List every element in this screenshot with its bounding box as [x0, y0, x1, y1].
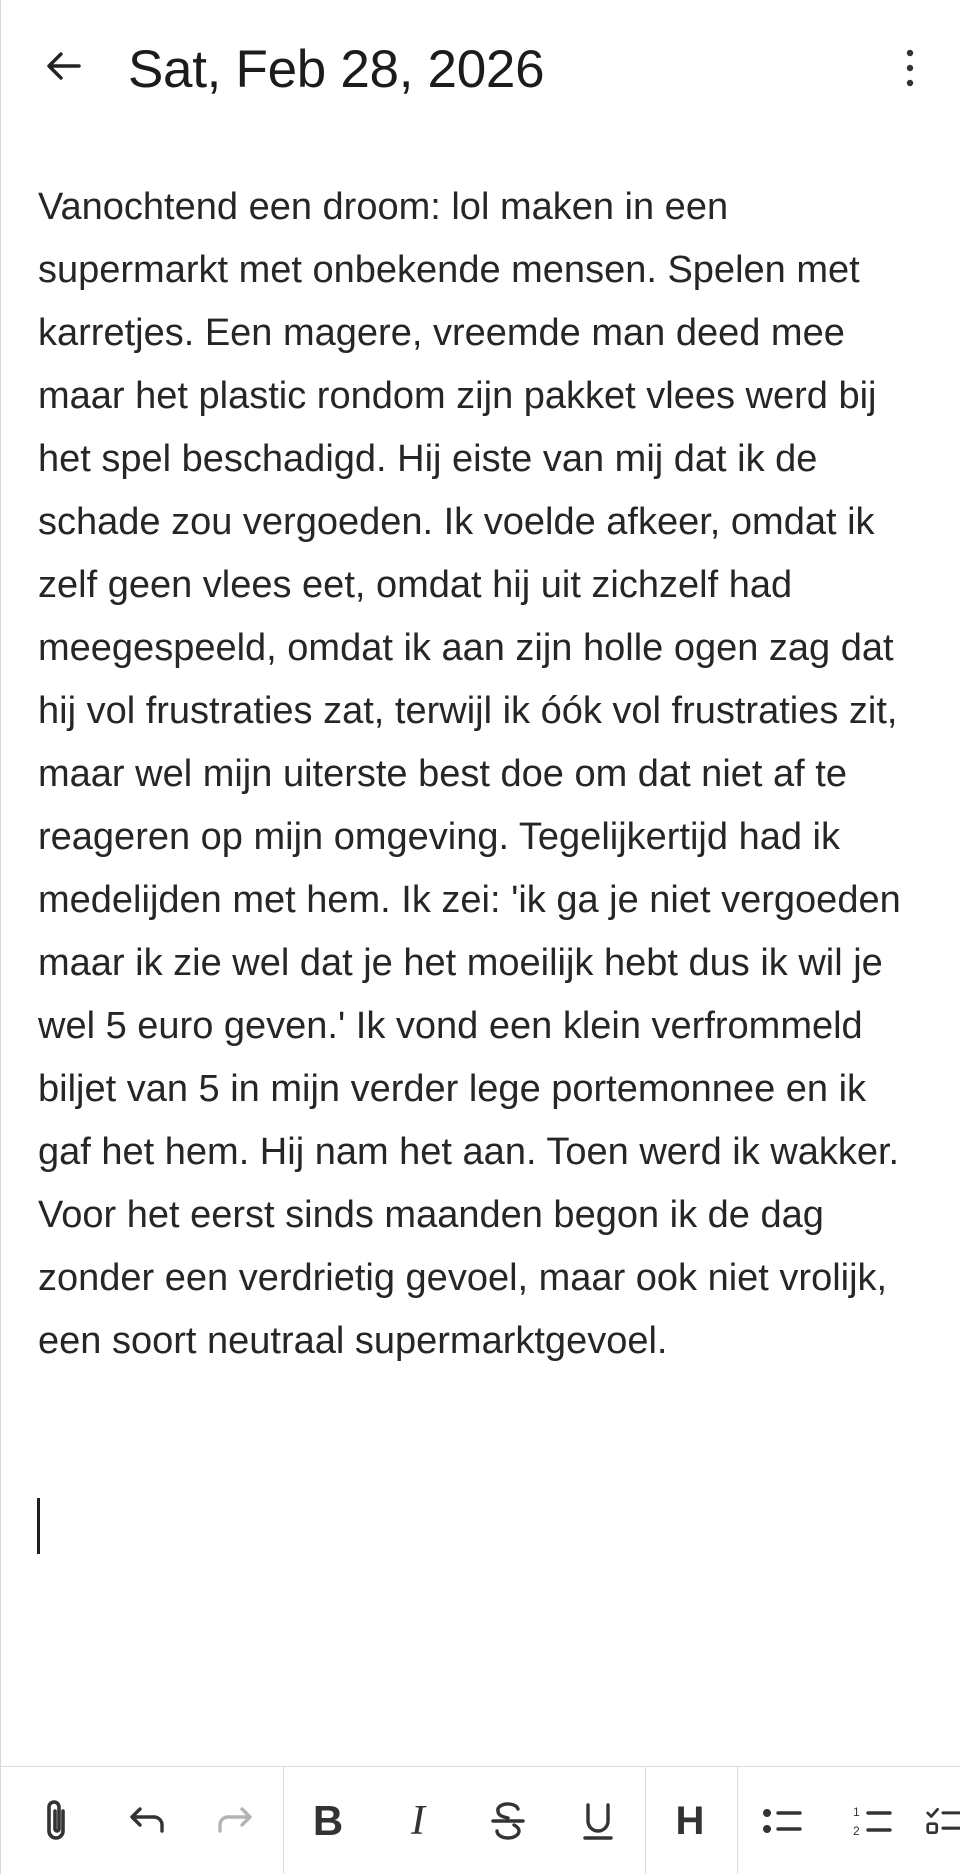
toolbar-divider	[283, 1767, 284, 1874]
underline-button[interactable]	[561, 1767, 635, 1874]
undo-button[interactable]	[109, 1767, 183, 1874]
formatting-toolbar	[1, 1766, 960, 1874]
paperclip-icon	[40, 1797, 72, 1845]
strikethrough-button[interactable]	[471, 1767, 545, 1874]
attach-button[interactable]	[19, 1767, 93, 1874]
underline-icon	[581, 1801, 615, 1841]
strikethrough-icon	[490, 1801, 526, 1841]
heading-button[interactable]	[653, 1767, 727, 1874]
svg-text:2: 2	[853, 1824, 860, 1838]
toolbar-divider	[737, 1767, 738, 1874]
heading-icon: H	[675, 1798, 705, 1843]
numbered-list-icon	[852, 1804, 892, 1838]
bold-icon: B	[312, 1797, 344, 1844]
back-button[interactable]	[35, 38, 91, 94]
redo-button[interactable]	[199, 1767, 273, 1874]
italic-icon: I	[411, 1798, 425, 1844]
undo-icon	[126, 1805, 166, 1837]
note-body-editor[interactable]	[38, 176, 923, 1373]
italic-button[interactable]	[381, 1767, 455, 1874]
note-body-text: Vanochtend een droom: lol maken in een supermarkt met onbekende mensen. Spelen met karretjes. Een magere, vreemde man deed mee maar het plastic rondom zijn pakket vlees werd bij het spel beschadigd. Hij eiste van mij dat ik de schade zou vergoeden. Ik voelde afkeer, omdat ik zelf geen vlees eet, omdat hij uit zichzelf had meegespeeld, omdat ik aan zijn holle ogen zag dat hij vol frustraties zat, terwijl ik óók vol frustraties zit, maar wel mijn uiterste best doe om dat niet af te reageren op mijn omgeving. Tegelijkertijd had ik medelijden met hem. Ik zei: 'ik ga je niet vergoeden maar ik zie wel dat je het moeilijk hebt dus ik wil je wel 5 euro geven.' Ik vond een klein verfrommeld biljet van 5 in mijn verder lege portemonnee en ik gaf het hem. Hij nam het aan. Toen werd ik wakker. Voor het eerst sinds maanden begon ik de dag zonder een verdrietig gevoel, maar ook niet vrolijk, een soort neutraal supermarktgevoel.	[38, 186, 901, 1362]
text-cursor	[37, 1498, 40, 1554]
page-title: Sat, Feb 28, 2026	[128, 40, 545, 99]
bullet-list-icon	[762, 1805, 802, 1837]
bold-button[interactable]	[291, 1767, 365, 1874]
more-options-button[interactable]	[886, 40, 934, 96]
arrow-left-icon	[43, 46, 83, 86]
toolbar-divider	[645, 1767, 646, 1874]
checklist-icon	[925, 1804, 960, 1838]
bullet-list-button[interactable]	[745, 1767, 819, 1874]
checklist-button[interactable]	[925, 1767, 960, 1874]
redo-icon	[216, 1805, 256, 1837]
svg-text:1: 1	[853, 1805, 860, 1819]
app-header	[1, 0, 960, 140]
more-vertical-icon	[904, 48, 916, 88]
numbered-list-button[interactable]	[835, 1767, 909, 1874]
